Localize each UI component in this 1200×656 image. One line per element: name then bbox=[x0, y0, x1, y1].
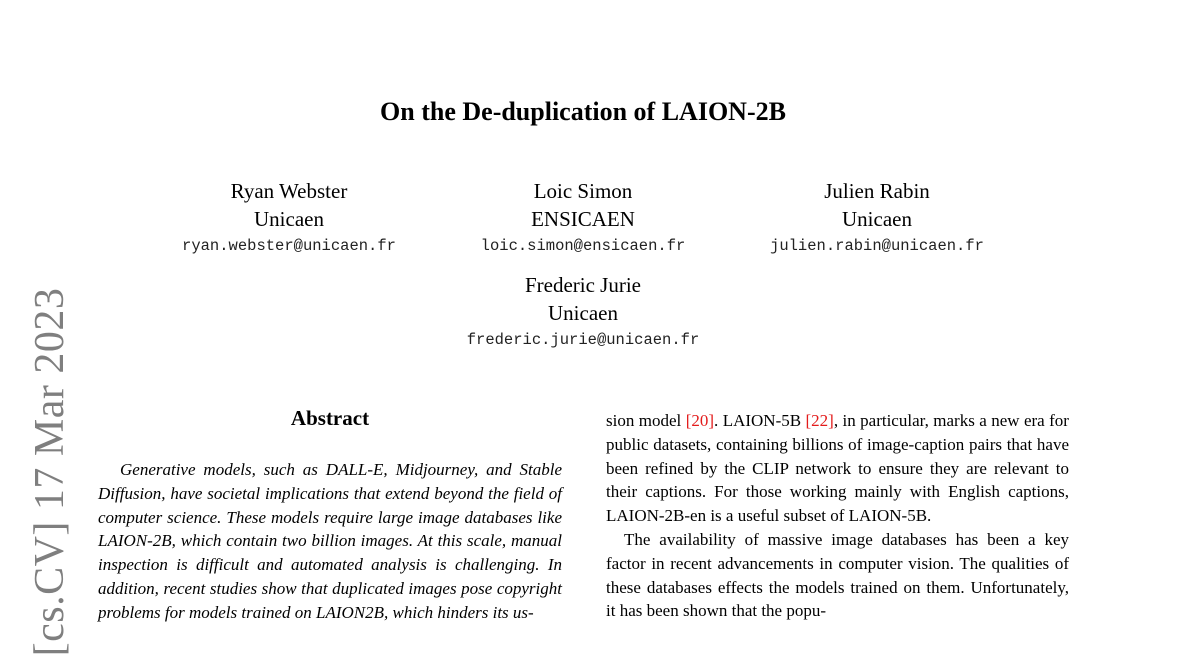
author-email[interactable]: julien.rabin@unicaen.fr bbox=[770, 237, 984, 255]
intro-paragraph: The availability of massive image databases has been a key factor in recent advancements in computer vision. The qualities of these databases effects the models trained on them. Unfortunately, it has been shown that the popu- bbox=[606, 529, 1069, 621]
author-email[interactable]: loic.simon@ensicaen.fr bbox=[480, 237, 686, 255]
author-name: Loic Simon bbox=[533, 179, 633, 203]
author-email[interactable]: frederic.jurie@unicaen.fr bbox=[466, 331, 700, 349]
intro-text-segment: sion model bbox=[606, 411, 686, 430]
author-block bbox=[413, 177, 753, 259]
author-affiliation: Unicaen bbox=[254, 207, 324, 231]
citation-link[interactable]: [20] bbox=[685, 411, 715, 430]
author-affiliation: ENSICAEN bbox=[531, 207, 635, 231]
author-affiliation: Unicaen bbox=[842, 207, 912, 231]
author-name: Ryan Webster bbox=[230, 179, 348, 203]
abstract-heading: Abstract bbox=[290, 406, 370, 430]
author-name: Frederic Jurie bbox=[524, 273, 642, 297]
intro-paragraph bbox=[606, 409, 1069, 528]
intro-text-segment: . LAION-5B bbox=[714, 411, 806, 430]
author-name: Julien Rabin bbox=[824, 179, 930, 203]
citation-link[interactable]: [22] bbox=[805, 411, 834, 430]
introduction-column bbox=[606, 409, 1069, 623]
arxiv-identifier-stamp: [cs.CV] 17 Mar 2023 bbox=[27, 287, 73, 656]
paper-title: On the De-duplication of LAION-2B bbox=[380, 97, 786, 126]
author-email[interactable]: ryan.webster@unicaen.fr bbox=[182, 237, 396, 255]
author-block bbox=[707, 177, 1047, 259]
author-block bbox=[413, 271, 753, 353]
author-block bbox=[119, 177, 459, 259]
intro-text-segment: , in particular, marks a new era for public datasets, containing billions of image-caption pairs that have been refined by the CLIP network to ensure they are relevant to their captions. For those working mainly with English captions, LAION-2B-en is a useful subset of LAION-5B. bbox=[606, 411, 1069, 526]
abstract-text: Generative models, such as DALL-E, Midjourney, and Stable Diffusion, have societal implications that extend beyond the field of computer science. These models require large image databases like LAION-2B, which contain two billion images. At this scale, manual inspection is difficult and automated analysis is challenging. In addition, recent studies show that duplicated images pose copyright problems for models trained on LAION2B, which hinders its us- bbox=[98, 460, 562, 622]
author-affiliation: Unicaen bbox=[548, 301, 618, 325]
